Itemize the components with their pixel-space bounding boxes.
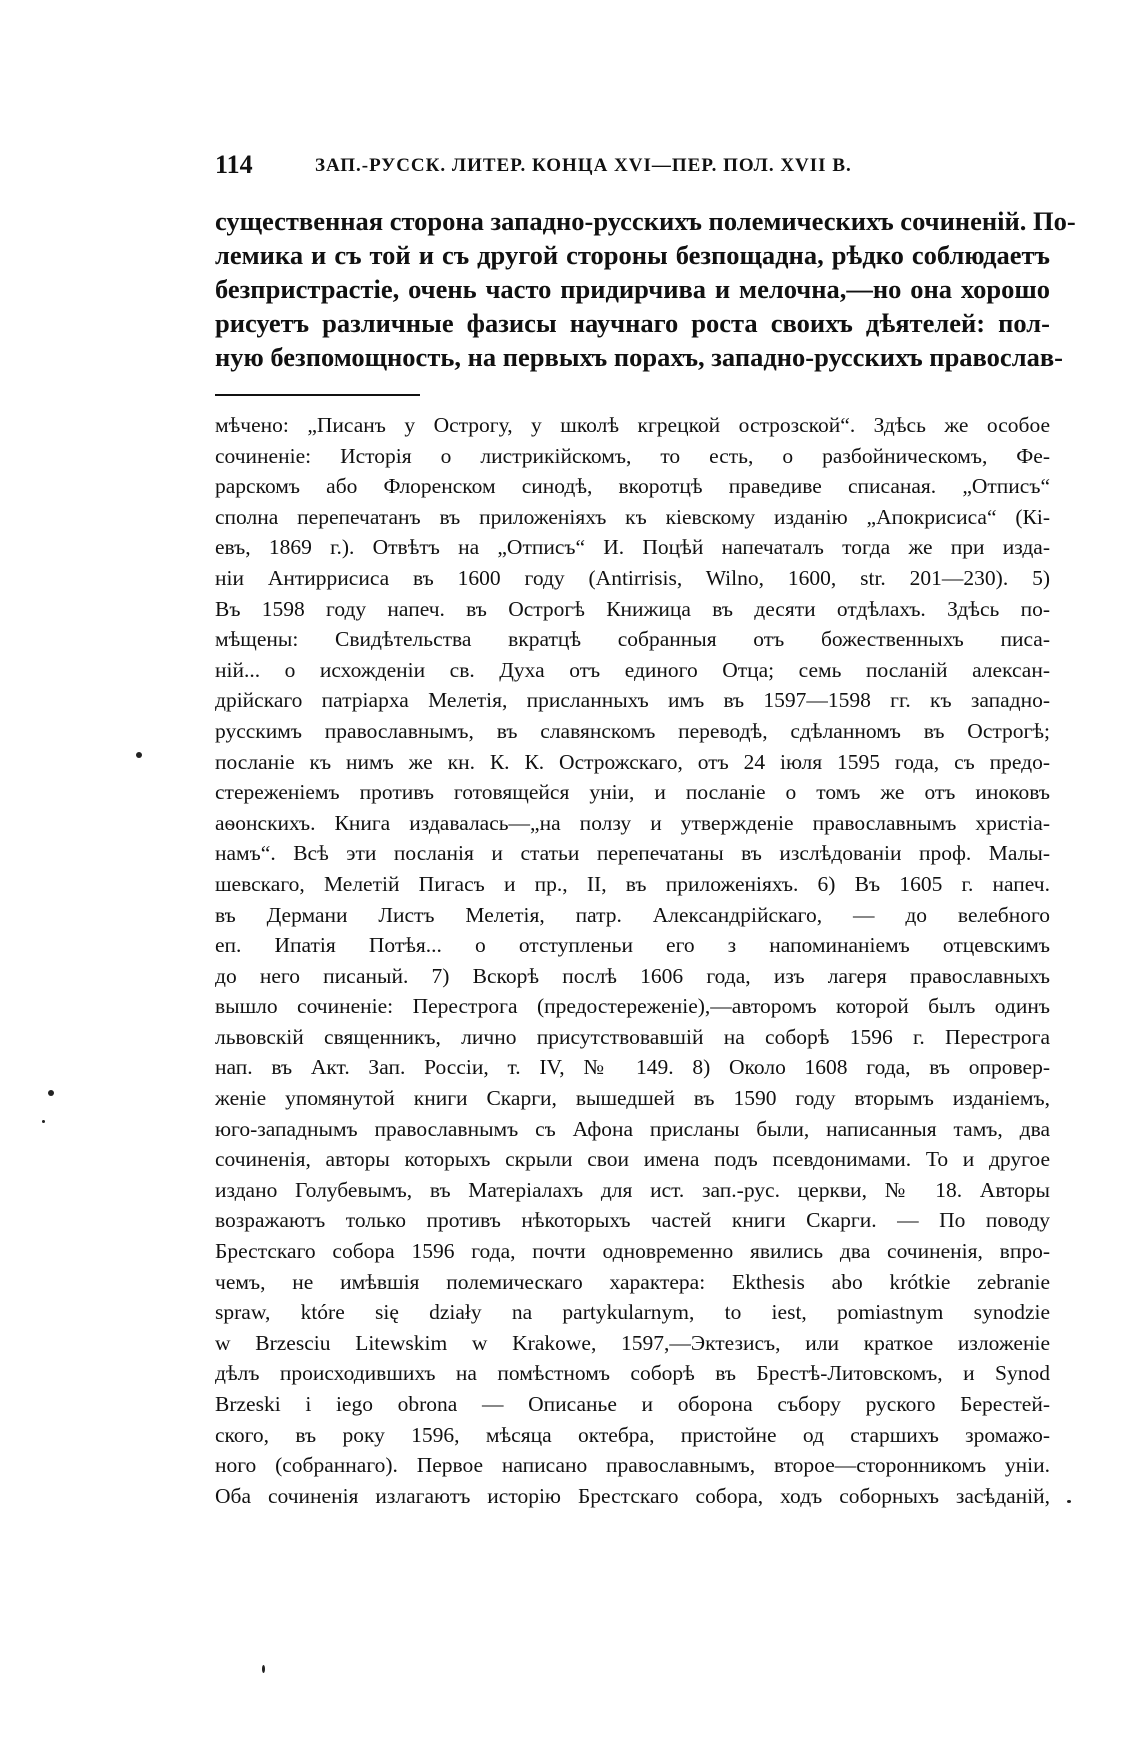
footnote-line: до него писаный. 7) Вскорѣ послѣ 1606 года, изъ лагеря православныхъ [215, 963, 1050, 988]
footnote-line: вышло сочиненіе: Перестрога (предостереженіе),—авторомъ которой былъ одинъ [215, 994, 1050, 1019]
footnote-line: въ Дермани Листъ Мелетія, патр. Александрійскаго, — до велебного [215, 902, 1050, 927]
footnote-line: Оба сочиненія излагаютъ исторію Брестскаго собора, ходъ соборныхъ засѣданій, [215, 1483, 1050, 1508]
footnote-line: мѣчено: „Писанъ у Острогу, у школѣ кгрецкой острозской“. Здѣсь же особое [215, 413, 1050, 437]
footnote-line: ного (собраннаго). Первое написано православнымъ, второе—сторонникомъ уніи. [215, 1453, 1050, 1478]
footnote-line: аѳонскихъ. Книга издавалась—„на ползу и утвержденіе православнымъ христіа- [215, 810, 1050, 835]
footnote-line: намъ“. Всѣ эти посланія и статьи перепечатаны въ изслѣдованіи проф. Малы- [215, 841, 1050, 866]
main-text-line: существенная сторона западно-русскихъ полемическихъ сочиненій. По- [215, 206, 1076, 236]
footnote-line: ніи Антиррисиса въ 1600 году (Antirrisis, Wilno, 1600, str. 201—230). 5) [215, 565, 1050, 590]
footnote-line: ній... о исхожденіи св. Духа отъ единого Отца; семь посланій алексан- [215, 657, 1050, 682]
footnote-line: издано Голубевымъ, въ Матеріалахъ для ист. зап.-рус. церкви, № 18. Авторы [215, 1177, 1050, 1202]
footnote-line: женіе упомянутой книги Скарги, вышедшей въ 1590 году вторымъ изданіемъ, [215, 1086, 1050, 1111]
footnote-line: посланіе къ нимъ же кн. К. К. Острожскаго, отъ 24 іюля 1595 года, съ предо- [215, 749, 1050, 774]
main-text-line: рисуетъ различные фазисы научнаго роста своихъ дѣятелей: пол- [215, 308, 1050, 338]
footnote-line: юго-западнымъ православнымъ съ Афона присланы были, написанныя тамъ, два [215, 1116, 1050, 1141]
footnote-line: чемъ, не имѣвшія полемическаго характера: Ekthesis abo krótkie zebranie [215, 1269, 1050, 1294]
scan-speck [42, 1120, 45, 1123]
book-page [215, 150, 1076, 1511]
footnote-line: Въ 1598 году напеч. въ Острогѣ Книжица въ десяти отдѣлахъ. Здѣсь по- [215, 596, 1050, 621]
footnote-line: сочиненіе: Исторія о листрикійскомъ, то есть, о разбойническомъ, Фе- [215, 443, 1050, 468]
running-head [215, 150, 1050, 190]
footnote-line: дѣлъ происходившихъ на помѣстномъ соборѣ въ Брестѣ-Литовскомъ, и Synod [215, 1361, 1050, 1386]
main-text [215, 204, 1076, 374]
footnote-line: рарскомъ або Флоренском синодѣ, вкоротцѣ праведиве списаная. „Отписъ“ [215, 474, 1050, 499]
footnote-line: шевскаго, Мелетій Пигасъ и пр., II, въ приложеніяхъ. 6) Въ 1605 г. напеч. [215, 871, 1050, 896]
scan-speck [48, 1090, 54, 1096]
footnote-line: ского, въ року 1596, мѣсяца октебра, пристойне од старшихъ зромажо- [215, 1422, 1050, 1447]
footnote-line: русскимъ православнымъ, въ славянскомъ переводѣ, сдѣланномъ въ Острогѣ; [215, 718, 1050, 743]
scan-speck [136, 752, 142, 758]
main-text-line: безпристрастіе, очень часто придирчива и мелочна,—но она хорошо [215, 274, 1050, 304]
footnote-line: возражаютъ только противъ нѣкоторыхъ частей книги Скарги. — По поводу [215, 1208, 1050, 1233]
footnote-divider [215, 394, 420, 396]
footnote-line: сполна перепечатанъ въ приложеніяхъ къ кіевскому изданію „Апокрисиса“ (Кі- [215, 504, 1050, 529]
footnote-line: Brzeski i iego obrona — Описанье и оборона събору руского Берестей- [215, 1392, 1050, 1416]
footnote-block [215, 410, 1050, 1511]
footnote-line: Брестскаго собора 1596 года, почти одновременно явились два сочиненія, впро- [215, 1239, 1050, 1264]
footnote-line: евъ, 1869 г.). Отвѣтъ на „Отписъ“ И. Поцѣй напечаталъ тогда же при изда- [215, 535, 1050, 560]
main-text-line: лемика и съ той и съ другой стороны безпощадна, рѣдко соблюдаетъ [215, 240, 1050, 270]
scan-speck [262, 1665, 265, 1673]
page-number: 114 [215, 150, 253, 179]
main-text-line: ную безпомощность, на первыхъ порахъ, западно-русскихъ православ- [215, 342, 1063, 372]
footnote-line: нап. въ Акт. Зап. Россіи, т. IV, № 149. 8) Около 1608 года, въ опровер- [215, 1055, 1050, 1080]
scan-speck [1067, 1500, 1071, 1503]
footnote-line: мѣщены: Свидѣтельства вкратцѣ собранныя отъ божественныхъ писа- [215, 627, 1050, 652]
footnote-line: еп. Ипатія Потѣя... о отступленьи его з напоминаніемъ отцевскимъ [215, 933, 1050, 958]
running-head-title: ЗАП.-РУССК. ЛИТЕР. КОНЦА XVI—ПЕР. ПОЛ. XVII В. [315, 155, 852, 176]
footnote-line: львовскій священникъ, лично присутствовавшій на соборѣ 1596 г. Перестрога [215, 1024, 1050, 1049]
footnote-line: стереженіемъ противъ готовящейся уніи, и посланіе о томъ же отъ иноковъ [215, 780, 1050, 805]
footnote-line: дрійскаго патріарха Мелетія, присланныхъ имъ въ 1597—1598 гг. къ западно- [215, 688, 1050, 713]
footnote-line: spraw, które się działy na partykularnym, to iest, pomiastnym synodzie [215, 1300, 1050, 1325]
footnote-line: сочиненія, авторы которыхъ скрыли свои имена подъ псевдонимами. То и другое [215, 1147, 1050, 1172]
footnote-line: w Brzesciu Litewskim w Krakowe, 1597,—Эктезисъ, или краткое изложеніе [215, 1330, 1050, 1355]
